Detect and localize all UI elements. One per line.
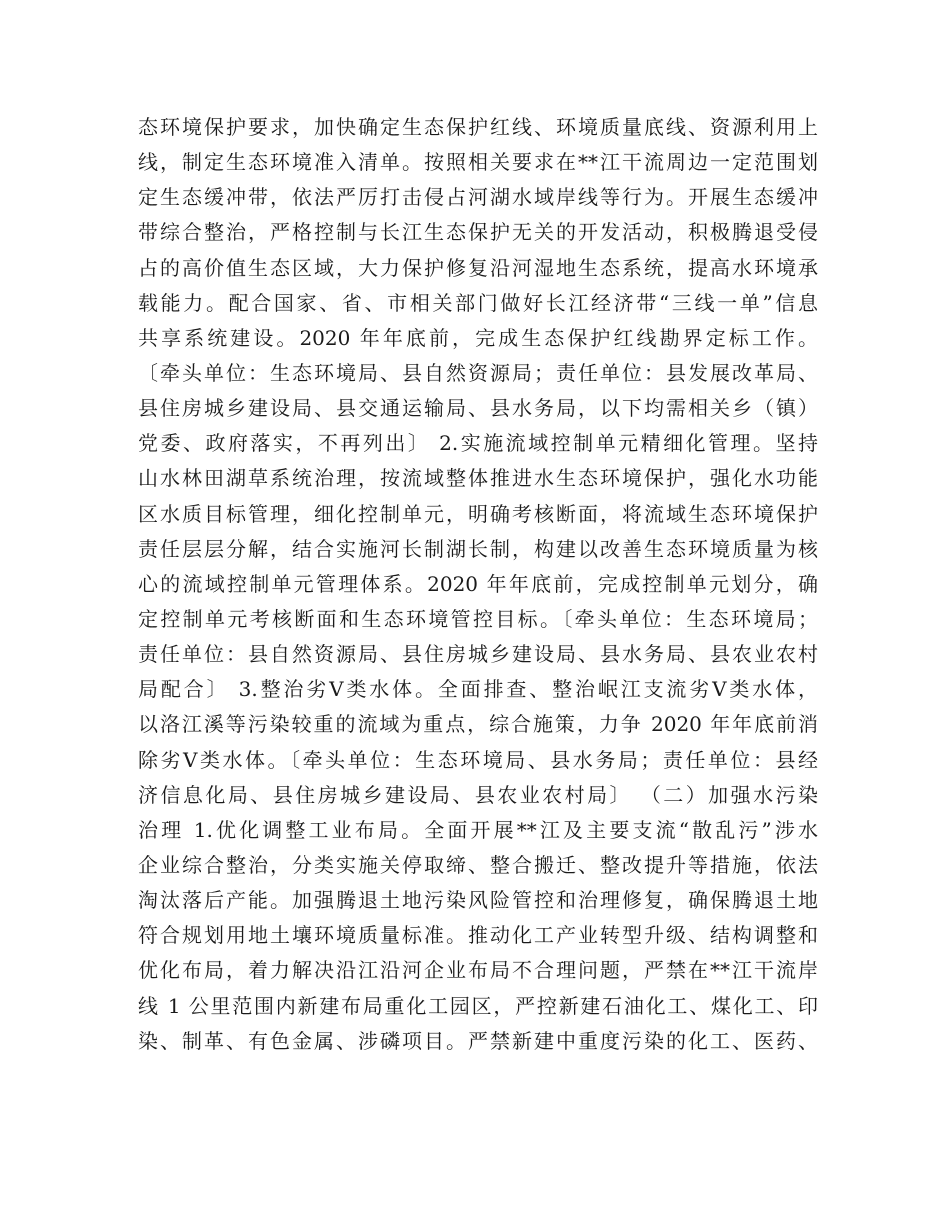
text-line: 符合规划用地土壤环境质量标准。推动化工产业转型升级、结构调整和 [138,923,818,948]
text-line: 态环境保护要求，加快确定生态保护红线、环境质量底线、资源利用上 [138,115,818,139]
text-line: 县住房城乡建设局、县交通运输局、县水务局，以下均需相关乡（镇） [138,396,818,421]
text-line: 淘汰落后产能。加强腾退土地污染风险管控和治理修复，确保腾退土地 [138,888,818,913]
text-line: 党委、政府落实，不再列出〕 2.实施流域控制单元精细化管理。坚持 [138,431,818,456]
text-line: 局配合〕 3.整治劣Ⅴ类水体。全面排查、整治岷江支流劣Ⅴ类水体， [138,677,818,702]
body-text [138,110,818,1059]
text-line: 山水林田湖草系统治理，按流域整体推进水生态环境保护，强化水功能 [138,466,818,491]
text-line: 责任层层分解，结合实施河长制湖长制，构建以改善生态环境质量为核 [138,536,818,561]
text-line: 除劣Ⅴ类水体。〔牵头单位：生态环境局、县水务局；责任单位：县经 [138,747,818,772]
text-line: 责任单位：县自然资源局、县住房城乡建设局、县水务局、县农业农村 [138,642,818,667]
text-line: 带综合整治，严格控制与长江生态保护无关的开发活动，积极腾退受侵 [138,220,818,245]
text-line: 济信息化局、县住房城乡建设局、县农业农村局〕 （二）加强水污染 [138,782,818,807]
text-line: 线，制定生态环境准入清单。按照相关要求在**江干流周边一定范围划 [138,150,818,175]
text-line: 治理 1.优化调整工业布局。全面开展**江及主要支流“散乱污”涉水 [138,817,818,842]
text-line: 以洛江溪等污染较重的流域为重点，综合施策，力争 2020 年年底前消 [138,712,818,737]
text-line: 优化布局，着力解决沿江沿河企业布局不合理问题，严禁在**江干流岸 [138,958,818,983]
text-line: 定生态缓冲带，依法严厉打击侵占河湖水域岸线等行为。开展生态缓冲 [138,185,818,210]
text-line: 线 1 公里范围内新建布局重化工园区，严控新建石油化工、煤化工、印 [138,993,818,1018]
text-line: 〔牵头单位：生态环境局、县自然资源局；责任单位：县发展改革局、 [138,360,818,385]
text-line: 区水质目标管理，细化控制单元，明确考核断面，将流域生态环境保护 [138,501,818,526]
text-line: 企业综合整治，分类实施关停取缔、整合搬迁、整改提升等措施，依法 [138,852,818,877]
text-line: 载能力。配合国家、省、市相关部门做好长江经济带“三线一单”信息 [138,290,818,315]
text-line: 心的流域控制单元管理体系。2020 年年底前，完成控制单元划分，确 [138,571,818,596]
text-line: 共享系统建设。2020 年年底前，完成生态保护红线勘界定标工作。 [138,325,818,350]
text-line: 占的高价值生态区域，大力保护修复沿河湿地生态系统，提高水环境承 [138,255,818,280]
text-line: 染、制革、有色金属、涉磷项目。严禁新建中重度污染的化工、医药、 [138,1028,818,1053]
text-line: 定控制单元考核断面和生态环境管控目标。〔牵头单位：生态环境局； [138,606,818,631]
